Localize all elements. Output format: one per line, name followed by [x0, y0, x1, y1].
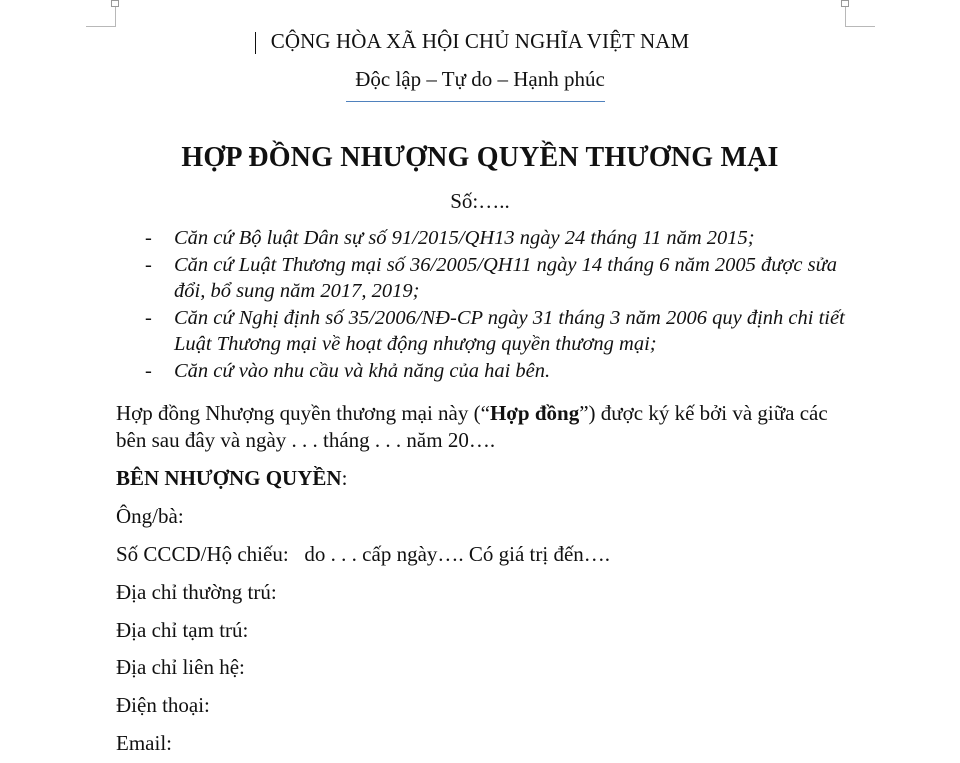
field-name: Ông/bà: — [116, 504, 184, 528]
national-motto: Độc lập – Tự do – Hạnh phúc — [355, 67, 605, 91]
legal-basis-item: - Căn cứ vào nhu cầu và khả năng của hai bên. — [145, 360, 551, 382]
list-dash: - — [145, 227, 152, 249]
list-dash: - — [145, 307, 152, 329]
legal-basis-list — [145, 225, 855, 385]
field-phone: Điện thoại: — [116, 693, 210, 717]
field-email: Email: — [116, 731, 172, 755]
intro-paragraph: Hợp đồng Nhượng quyền thương mại này (“Hợp đồng”) được ký kế bởi và giữa các bên sau đây và ngày . . . tháng . . . năm 20…. — [116, 401, 828, 452]
margin-corner-top-right — [845, 0, 875, 27]
field-temporary-address: Địa chỉ tạm trú: — [116, 618, 249, 642]
field-id-card: Số CCCD/Hộ chiếu: do . . . cấp ngày…. Có giá trị đến…. — [116, 542, 611, 566]
national-header: CỘNG HÒA XÃ HỘI CHỦ NGHĨA VIỆT NAM — [270, 29, 690, 53]
legal-basis-item: - Căn cứ Nghị định số 35/2006/NĐ-CP ngày 31 tháng 3 năm 2006 quy định chi tiết Luật Thương mại về hoạt động nhượng quyền thương mại; — [145, 307, 845, 355]
field-contact-address: Địa chỉ liên hệ: — [116, 655, 245, 679]
motto-underline — [346, 101, 605, 102]
margin-handle-left[interactable] — [111, 0, 119, 7]
list-dash: - — [145, 360, 152, 382]
list-dash: - — [145, 254, 152, 276]
legal-basis-item: - Căn cứ Luật Thương mại số 36/2005/QH11 ngày 14 tháng 6 năm 2005 được sửa đổi, bổ sung năm 2017, 2019; — [145, 254, 838, 302]
legal-basis-item: - Căn cứ Bộ luật Dân sự số 91/2015/QH13 ngày 24 tháng 11 năm 2015; — [145, 227, 755, 249]
contract-term-bold: Hợp đồng — [489, 401, 580, 425]
contract-title: HỢP ĐỒNG NHƯỢNG QUYỀN THƯƠNG MẠI — [181, 142, 779, 173]
field-permanent-address: Địa chỉ thường trú: — [116, 580, 277, 604]
margin-handle-right[interactable] — [841, 0, 849, 7]
contract-number: Số:….. — [450, 189, 510, 213]
franchisor-heading: BÊN NHƯỢNG QUYỀN: — [116, 466, 348, 490]
text-cursor — [255, 32, 256, 54]
